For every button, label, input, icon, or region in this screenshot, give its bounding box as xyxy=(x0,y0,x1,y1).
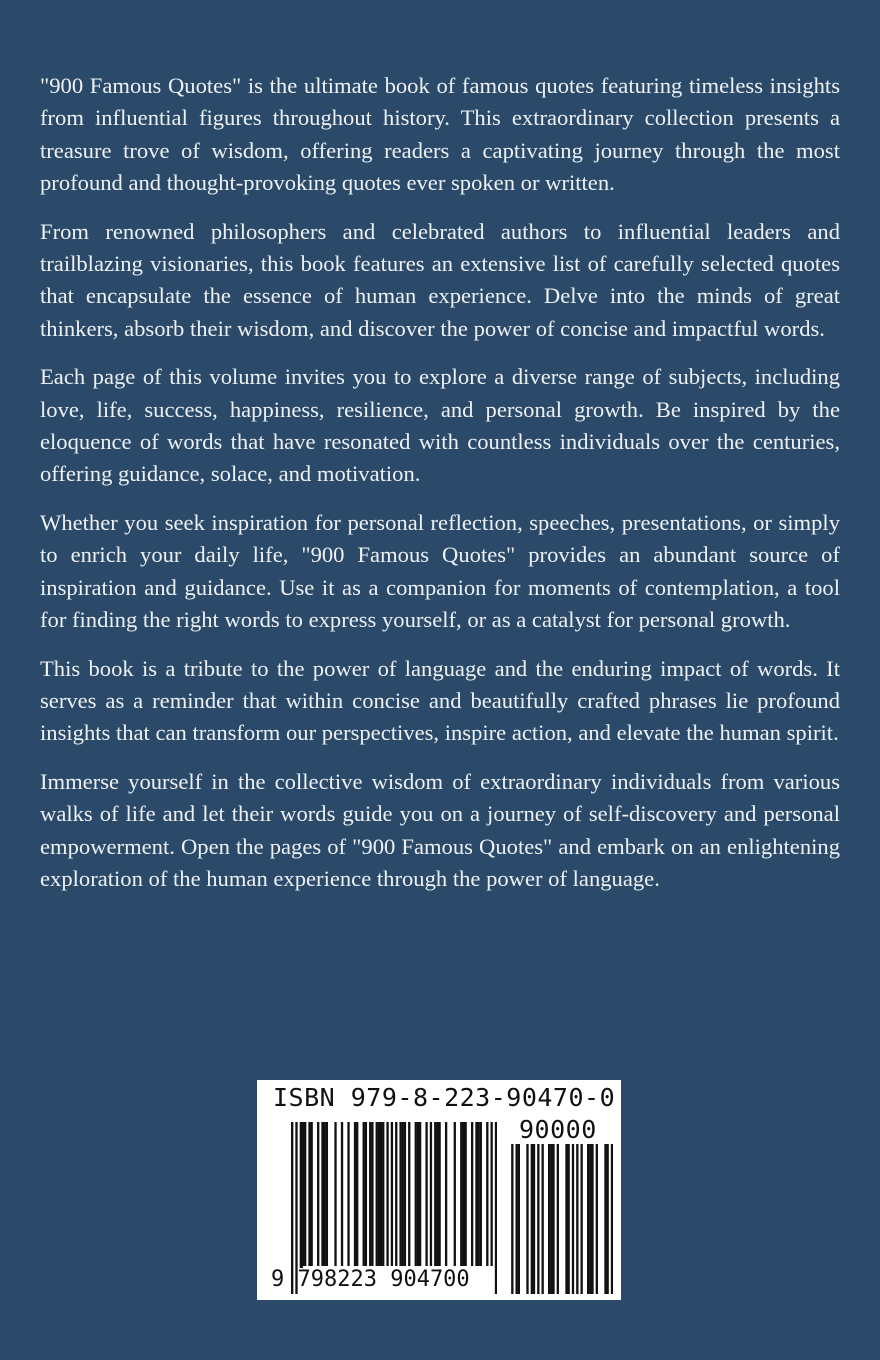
barcode-bar xyxy=(454,1122,456,1268)
addon-bar xyxy=(591,1144,593,1294)
barcode-bar xyxy=(402,1122,404,1268)
barcode-bar xyxy=(386,1122,388,1268)
barcode-bar xyxy=(302,1122,304,1268)
barcode-bar xyxy=(438,1122,440,1268)
barcode-bar xyxy=(417,1122,419,1268)
addon-bar xyxy=(526,1144,528,1294)
addon-bar xyxy=(611,1144,613,1294)
barcode-bar xyxy=(486,1122,488,1268)
blurb-paragraph-3: Each page of this volume invites you to explore a diverse range of subjects, including love, life, success, happiness, resilience, and personal growth. Be inspired by the eloquence of words that have resonated with countless individuals over the centuries, offering guidance, solace, and motivation. xyxy=(40,364,840,487)
addon-bar xyxy=(516,1144,518,1294)
blurb-paragraph-1: "900 Famous Quotes" is the ultimate book of famous quotes featuring timeless insights from influential figures throughout history. This extraordinary collection presents a treasure trove of wisdom, offering readers a captivating journey through the most profound and thought-provoking quotes ever spoken or written. xyxy=(40,73,840,196)
barcode-bar xyxy=(471,1122,473,1268)
barcode-bar xyxy=(380,1122,382,1268)
isbn-label: ISBN 979-8-223-90470-0 xyxy=(273,1083,616,1112)
blurb-paragraph-6: Immerse yourself in the collective wisdom of extraordinary individuals from various walks of life and let their words guide you on a journey of self-discovery and personal empowerment. Open the pages of "900 Famous Quotes" and embark on an enlightening exploration of the human experience through the power of language. xyxy=(40,768,840,891)
barcode-bar xyxy=(326,1122,328,1268)
barcode-bar xyxy=(425,1122,427,1268)
barcode-bar xyxy=(460,1122,462,1268)
barcode-bar xyxy=(300,1122,302,1268)
barcode-bar xyxy=(334,1122,336,1268)
blurb-paragraph-4: Whether you seek inspiration for personal reflection, speeches, presentations, or simply to enrich your daily life, "900 Famous Quotes" provides an abundant source of inspiration and guidance. Use it as a companion for moments of contemplation, a tool for finding the right words to express yourself, or as a catalyst for personal growth. xyxy=(40,509,840,633)
barcode-bar xyxy=(436,1122,438,1268)
barcode-bar xyxy=(419,1122,421,1268)
barcode-bar xyxy=(371,1122,373,1268)
barcode-bar xyxy=(378,1122,380,1268)
addon-bar xyxy=(533,1144,535,1294)
addon-bar xyxy=(548,1144,550,1294)
barcode-bar xyxy=(415,1122,417,1268)
blurb-text xyxy=(40,70,840,911)
barcode-bar xyxy=(354,1122,356,1268)
addon-bar xyxy=(596,1144,598,1294)
barcode-bar xyxy=(480,1122,482,1268)
barcode-bar xyxy=(304,1122,306,1268)
barcode-bar xyxy=(365,1122,367,1268)
barcode-bar xyxy=(462,1122,464,1268)
addon-bar xyxy=(568,1144,570,1294)
barcode-bar xyxy=(376,1122,378,1268)
barcode-bar xyxy=(475,1122,477,1268)
barcode-bar xyxy=(434,1122,436,1268)
barcode-bar xyxy=(399,1122,401,1268)
addon-bar xyxy=(576,1144,578,1294)
barcode-bar xyxy=(445,1122,447,1268)
barcode-bar xyxy=(363,1122,365,1268)
guard-bar xyxy=(495,1122,497,1294)
barcode-bar xyxy=(347,1122,349,1268)
barcode-bar xyxy=(317,1122,319,1268)
blurb-paragraph-5: This book is a tribute to the power of language and the enduring impact of words. It serves as a reminder that within concise and beautifully crafted phrases lie profound insights that can transform our perspectives, inspire action, and elevate the human spirit. xyxy=(40,655,840,746)
blurb-paragraph-2: From renowned philosophers and celebrated authors to influential leaders and trailblazing visionaries, this book features an extensive list of carefully selected quotes that encapsulate the essence of human experience. Delve into the minds of great thinkers, absorb their wisdom, and discover the power of concise and impactful words. xyxy=(40,218,840,341)
addon-bar xyxy=(557,1144,559,1294)
addon-bar xyxy=(542,1144,544,1294)
barcode-bar xyxy=(382,1122,384,1268)
addon-bar xyxy=(589,1144,591,1294)
barcode-bar xyxy=(324,1122,326,1268)
barcode-bar xyxy=(308,1122,310,1268)
addon-bar xyxy=(511,1144,513,1294)
barcode-bar xyxy=(356,1122,358,1268)
addon-bar xyxy=(581,1144,583,1294)
barcode-bar xyxy=(311,1122,313,1268)
isbn-barcode xyxy=(257,1080,621,1300)
addon-bar xyxy=(565,1144,567,1294)
barcode-bar xyxy=(369,1122,371,1268)
addon-bar xyxy=(518,1144,520,1294)
addon-bar xyxy=(572,1144,574,1294)
addon-bars xyxy=(509,1144,613,1294)
addon-bar xyxy=(531,1144,533,1294)
addon-bar xyxy=(604,1144,606,1294)
addon-bar xyxy=(587,1144,589,1294)
addon-bar xyxy=(550,1144,552,1294)
barcode-bar xyxy=(430,1122,432,1268)
price-code: 90000 xyxy=(519,1115,597,1144)
addon-bar xyxy=(607,1144,609,1294)
barcode-bar xyxy=(408,1122,410,1268)
barcode-bar xyxy=(321,1122,323,1268)
barcode-bar xyxy=(341,1122,343,1268)
barcode-bar xyxy=(477,1122,479,1268)
addon-bar xyxy=(552,1144,554,1294)
barcode-bar xyxy=(404,1122,406,1268)
barcode-bar xyxy=(464,1122,466,1268)
addon-bar xyxy=(537,1144,539,1294)
ean-digits: 9 798223 904700 xyxy=(271,1267,470,1292)
